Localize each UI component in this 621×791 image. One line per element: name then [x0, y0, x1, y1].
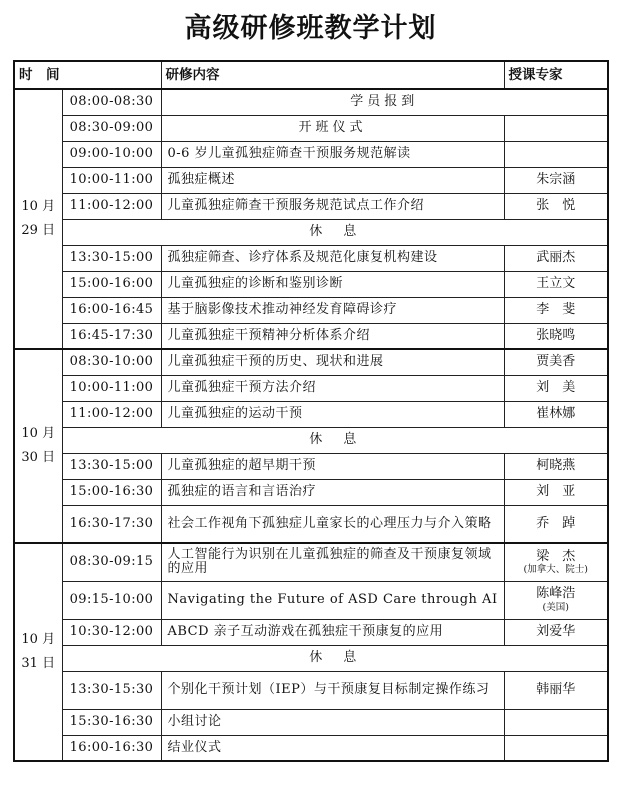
schedule-table [13, 60, 609, 762]
expert-cell [504, 401, 608, 427]
date-month: 10 月 [21, 632, 56, 647]
topic-cell: ABCD 亲子互动游戏在孤独症干预康复的应用 [161, 619, 504, 645]
table-row [14, 167, 608, 193]
date-day: 30 日 [21, 450, 56, 465]
time-cell: 16:30-17:30 [62, 505, 161, 543]
day-block [14, 543, 608, 761]
expert-cell [504, 141, 608, 167]
expert-name: 贾美香 [536, 354, 576, 369]
time-cell: 08:00-08:30 [62, 89, 161, 115]
time-cell: 15:00-16:30 [62, 479, 161, 505]
topic-cell: 个别化干预计划（IEP）与干预康复目标制定操作练习 [161, 671, 504, 709]
table-row [14, 401, 608, 427]
header-content: 研修内容 [161, 61, 504, 89]
expert-cell [504, 543, 608, 581]
expert-name: 梁 杰 [536, 548, 576, 564]
time-cell: 09:15-10:00 [62, 581, 161, 619]
time-cell: 16:00-16:30 [62, 735, 161, 761]
table-row [14, 709, 608, 735]
expert-name: 刘 亚 [536, 483, 576, 499]
table-row [14, 505, 608, 543]
expert-name: 韩丽华 [536, 681, 576, 697]
date-month: 10 月 [21, 426, 56, 441]
expert-cell [504, 479, 608, 505]
expert-cell [504, 671, 608, 709]
expert-cell [504, 323, 608, 349]
time-cell: 08:30-09:15 [62, 543, 161, 581]
expert-cell [504, 735, 608, 761]
date-day: 31 日 [21, 656, 56, 671]
table-row [14, 735, 608, 761]
expert-name: 张 悦 [536, 197, 576, 213]
expert-cell [504, 167, 608, 193]
topic-cell: 儿童孤独症干预的历史、现状和进展 [161, 349, 504, 375]
expert-name: 乔 踔 [536, 515, 576, 531]
topic-cell: 儿童孤独症的超早期干预 [161, 453, 504, 479]
expert-name: 柯晓燕 [536, 457, 576, 473]
expert-cell [504, 193, 608, 219]
expert-cell [504, 245, 608, 271]
expert-cell [504, 271, 608, 297]
day-block [14, 349, 608, 543]
time-cell: 10:00-11:00 [62, 167, 161, 193]
table-row [14, 671, 608, 709]
time-cell: 13:30-15:00 [62, 245, 161, 271]
break-label: 休 息 [62, 219, 608, 245]
table-row [14, 479, 608, 505]
expert-name: 李 斐 [536, 301, 576, 317]
time-cell: 08:30-09:00 [62, 115, 161, 141]
time-cell: 10:00-11:00 [62, 375, 161, 401]
time-cell: 13:30-15:00 [62, 453, 161, 479]
time-cell: 15:30-16:30 [62, 709, 161, 735]
expert-cell [504, 375, 608, 401]
time-cell: 15:00-16:00 [62, 271, 161, 297]
date-cell [14, 89, 62, 349]
time-cell: 08:30-10:00 [62, 349, 161, 375]
expert-name: 崔林娜 [536, 405, 576, 421]
expert-name: 朱宗涵 [536, 171, 576, 187]
date-cell [14, 543, 62, 761]
topic-cell: Navigating the Future of ASD Care through AI [161, 581, 504, 619]
topic-cell: 儿童孤独症的运动干预 [161, 401, 504, 427]
topic-cell: 儿童孤独症干预方法介绍 [161, 375, 504, 401]
topic-cell: 基于脑影像技术推动神经发育障碍诊疗 [161, 297, 504, 323]
expert-cell [504, 581, 608, 619]
break-row [14, 645, 608, 671]
table-row [14, 543, 608, 581]
break-label: 休 息 [62, 427, 608, 453]
date-day: 29 日 [21, 223, 56, 238]
topic-cell: 人工智能行为识别在儿童孤独症的筛查及干预康复领域的应用 [161, 543, 504, 581]
table-row [14, 323, 608, 349]
expert-cell [504, 297, 608, 323]
topic-cell: 儿童孤独症筛查干预服务规范试点工作介绍 [161, 193, 504, 219]
expert-cell [504, 115, 608, 141]
topic-cell: 学员报到 [161, 89, 608, 115]
time-cell: 13:30-15:30 [62, 671, 161, 709]
table-row [14, 245, 608, 271]
table-row [14, 141, 608, 167]
time-cell: 11:00-12:00 [62, 193, 161, 219]
expert-cell [504, 349, 608, 375]
expert-name: 武丽杰 [536, 249, 576, 265]
table-row [14, 115, 608, 141]
table-row [14, 453, 608, 479]
topic-cell: 小组讨论 [161, 709, 504, 735]
page-title: 高级研修班教学计划 [184, 13, 437, 44]
topic-cell: 0-6 岁儿童孤独症筛查干预服务规范解读 [161, 141, 504, 167]
header-time: 时 间 [14, 61, 161, 89]
topic-cell: 孤独症概述 [161, 167, 504, 193]
expert-note: (加拿大、院士) [523, 564, 588, 575]
topic-cell: 结业仪式 [161, 735, 504, 761]
table-row [14, 619, 608, 645]
header-row [14, 61, 608, 89]
date-cell [14, 349, 62, 543]
table-row [14, 193, 608, 219]
topic-cell: 社会工作视角下孤独症儿童家长的心理压力与介入策略 [161, 505, 504, 543]
expert-name: 陈峰浩 [536, 586, 576, 602]
expert-name: 刘爱华 [536, 623, 576, 639]
expert-cell [504, 619, 608, 645]
expert-name: 张晓鸣 [536, 327, 576, 343]
table-row [14, 349, 608, 375]
topic-cell: 开班仪式 [161, 115, 504, 141]
time-cell: 11:00-12:00 [62, 401, 161, 427]
date-month: 10 月 [21, 199, 56, 214]
topic-cell: 儿童孤独症干预精神分析体系介绍 [161, 323, 504, 349]
table-row [14, 271, 608, 297]
break-row [14, 219, 608, 245]
day-block [14, 89, 608, 349]
time-cell: 09:00-10:00 [62, 141, 161, 167]
break-label: 休 息 [62, 645, 608, 671]
topic-cell: 儿童孤独症的诊断和鉴别诊断 [161, 271, 504, 297]
topic-cell: 孤独症筛查、诊疗体系及规范化康复机构建设 [161, 245, 504, 271]
header-expert: 授课专家 [504, 61, 608, 89]
table-row [14, 375, 608, 401]
expert-cell [504, 709, 608, 735]
expert-name: 刘 美 [536, 379, 576, 395]
expert-note: (美国) [542, 601, 569, 613]
time-cell: 10:30-12:00 [62, 619, 161, 645]
topic-cell: 孤独症的语言和言语治疗 [161, 479, 504, 505]
time-cell: 16:00-16:45 [62, 297, 161, 323]
expert-name: 王立文 [536, 275, 576, 291]
expert-cell [504, 453, 608, 479]
break-row [14, 427, 608, 453]
table-row [14, 89, 608, 115]
table-row [14, 581, 608, 619]
table-row [14, 297, 608, 323]
expert-cell [504, 505, 608, 543]
time-cell: 16:45-17:30 [62, 323, 161, 349]
